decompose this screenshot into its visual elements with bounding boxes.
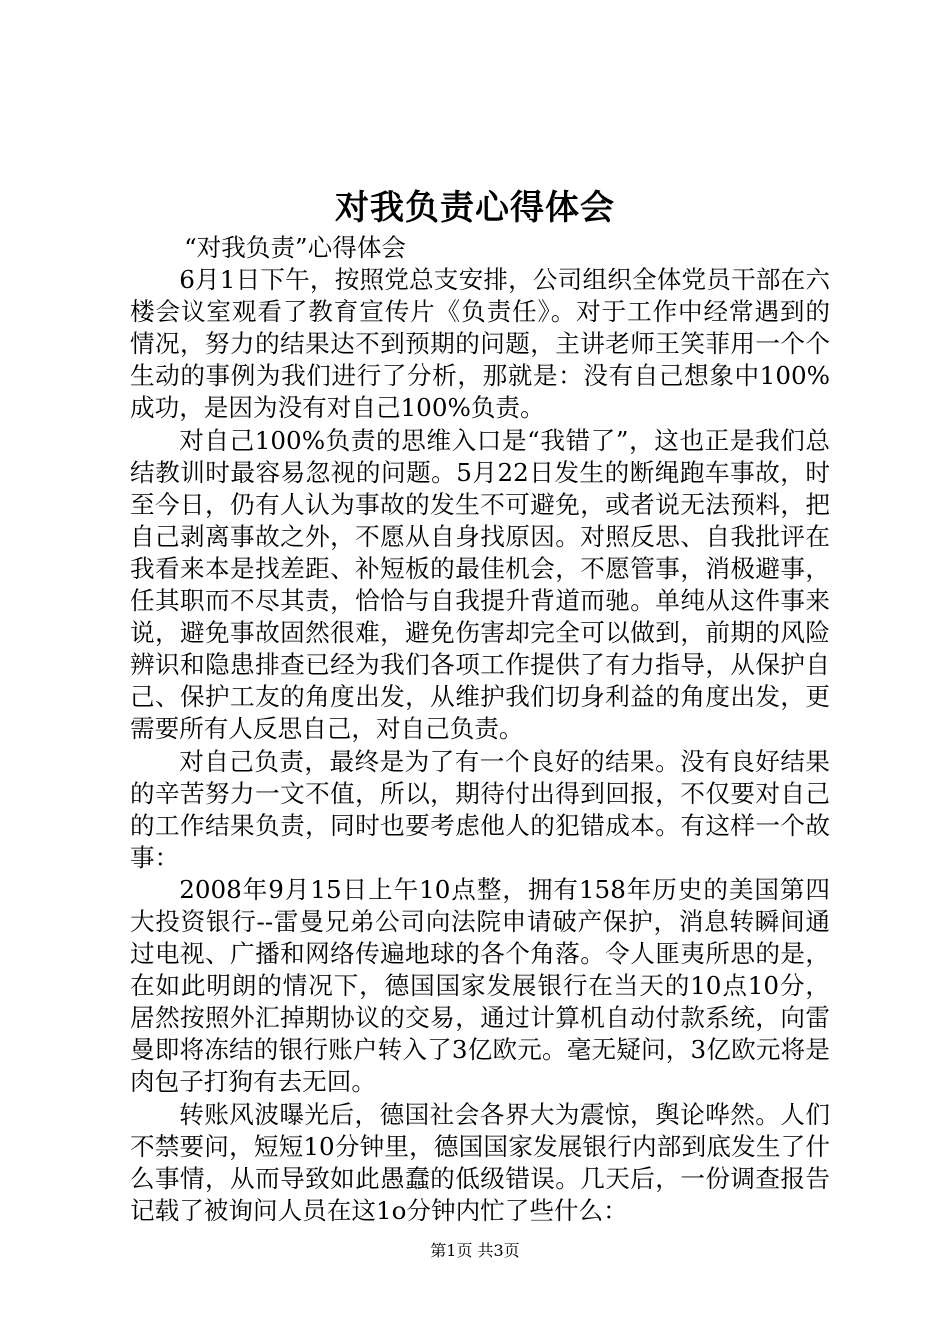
page-footer: 第1页 共3页: [430, 1241, 520, 1260]
paragraph-2: 对自己100%负责的思维入口是“我错了”，这也正是我们总结教训时最容易忽视的问题。5月22日发生的断绳跑车事故，时至今日，仍有人认为事故的发生不可避免，或者说无法预料，把自己剥离事故之外，不愿从自身找原因。对照反思、自我批评在我看来本是找差距、补短板的最佳机会，不愿管事，消极避事，任其职而不尽其责，恰恰与自我提升背道而驰。单纯从这件事来说，避免事故固然很难，避免伤害却完全可以做到，前期的风险辨识和隐患排查已经为我们各项工作提供了有力指导，从保护自己、保护工友的角度出发，从维护我们切身利益的角度出发，更需要所有人反思自己，对自己负责。: [130, 425, 830, 744]
document-title: 对我负责心得体会: [335, 188, 615, 228]
document-body: [130, 232, 830, 1227]
paragraph-3: 对自己负责，最终是为了有一个良好的结果。没有良好结果的辛苦努力一文不值，所以，期待付出得到回报，不仅要对自己的工作结果负责，同时也要考虑他人的犯错成本。有这样一个故事：: [130, 746, 830, 872]
paragraph-4: 2008年9月15日上午10点整，拥有158年历史的美国第四大投资银行--雷曼兄弟公司向法院申请破产保护，消息转瞬间通过电视、广播和网络传遍地球的各个角落。令人匪夷所思的是，在如此明朗的情况下，德国国家发展银行在当天的10点10分，居然按照外汇掉期协议的交易，通过计算机自动付款系统，向雷曼即将冻结的银行账户转入了3亿欧元。毫无疑问，3亿欧元将是肉包子打狗有去无回。: [130, 874, 830, 1097]
document-subtitle: “对我负责”心得体会: [184, 233, 407, 262]
paragraph-1: 6月1日下午，按照党总支安排，公司组织全体党员干部在六楼会议室观看了教育宣传片《负责任》。对于工作中经常遇到的情况，努力的结果达不到预期的问题，主讲老师王笑菲用一个个生动的事例为我们进行了分析，那就是：没有自己想象中100%成功，是因为没有对自己100%负责。: [130, 265, 830, 423]
paragraph-5: 转账风波曝光后，德国社会各界大为震惊，舆论哗然。人们不禁要问，短短10分钟里，德国国家发展银行内部到底发生了什么事情，从而导致如此愚蠢的低级错误。几天后，一份调查报告记载了被询问人员在这1o分钟内忙了些什么：: [130, 1099, 830, 1225]
